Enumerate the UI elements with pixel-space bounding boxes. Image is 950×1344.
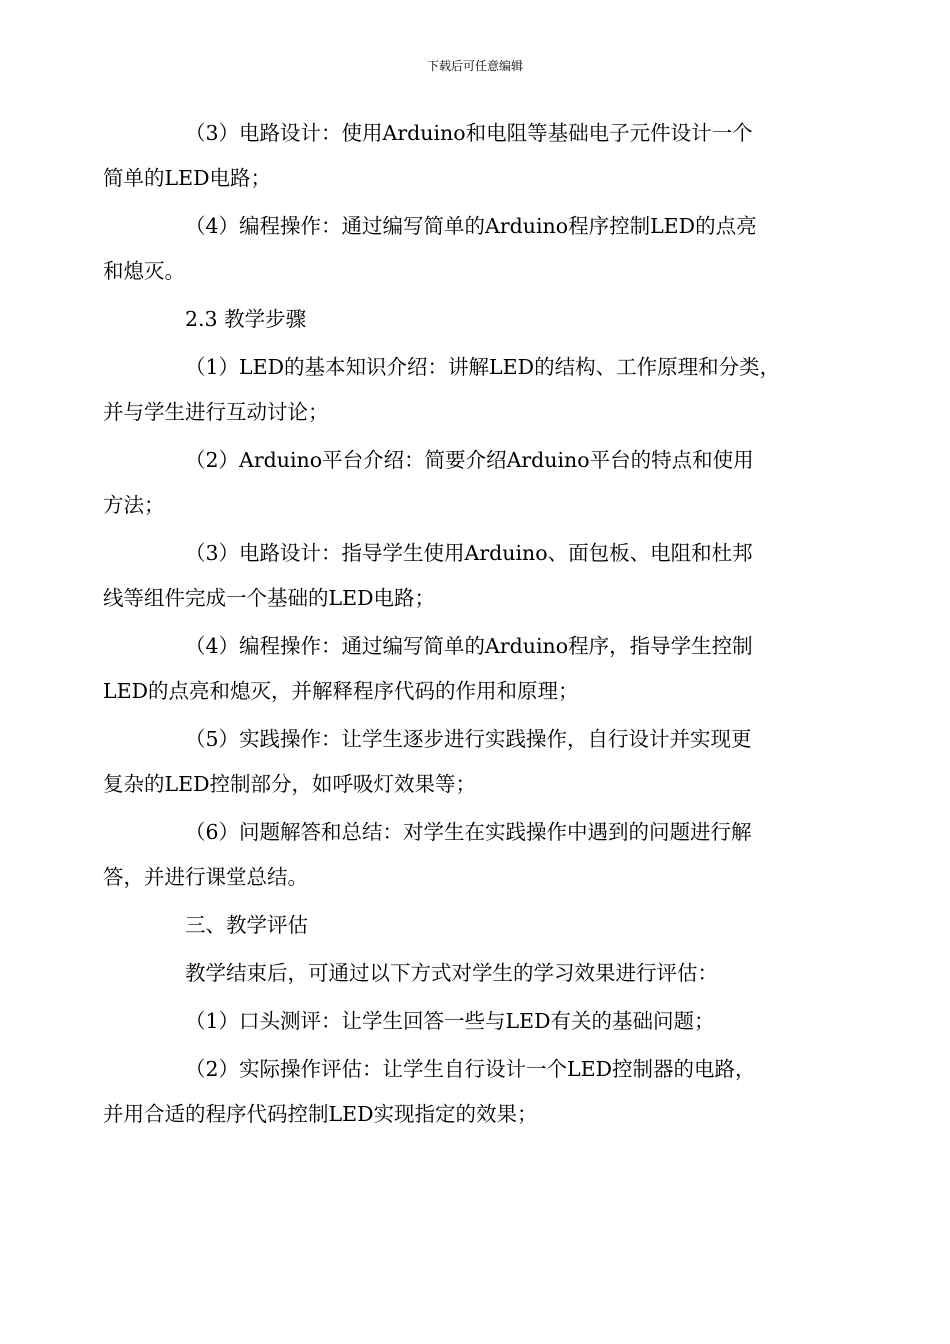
paragraph-line: （1）口头测评：让学生回答一些与LED有关的基础问题； [185,1009,715,1033]
paragraph-step-6 [103,810,808,900]
paragraph-line: （2）Arduino平台介绍：简要介绍Arduino平台的特点和使用 [185,448,754,472]
paragraph-line: LED的点亮和熄灭，并解释程序代码的作用和原理； [103,679,579,703]
paragraph-line: （3）电路设计：使用Arduino和电阻等基础电子元件设计一个 [185,121,753,145]
paragraph-step-2 [103,438,808,528]
paragraph-line: （4）编程操作：通过编写简单的Arduino程序，指导学生控制 [185,634,753,658]
paragraph-line: 和熄灭。 [103,259,185,283]
paragraph-step-4 [103,624,808,714]
paragraph-line: 复杂的LED控制部分，如呼吸灯效果等； [103,772,477,796]
paragraph-line: 并用合适的程序代码控制LED实现指定的效果； [103,1102,538,1126]
paragraph-line: （2）实际操作评估：让学生自行设计一个LED控制器的电路， [185,1057,756,1081]
paragraph-line: （3）电路设计：指导学生使用Arduino、面包板、电阻和杜邦 [185,541,753,565]
document-body [103,111,808,1140]
paragraph-step-5 [103,717,808,807]
paragraph-line: 并与学生进行互动讨论； [103,400,329,424]
paragraph-line: （4）编程操作：通过编写简单的Arduino程序控制LED的点亮 [185,214,757,238]
paragraph-line: （5）实践操作：让学生逐步进行实践操作，自行设计并实现更 [185,727,752,751]
paragraph-line: 方法； [103,493,165,517]
paragraph-line: （6）问题解答和总结：对学生在实践操作中遇到的问题进行解 [185,820,752,844]
paragraph-evaluation-oral [144,999,808,1044]
paragraph-line: （1）LED的基本知识介绍：讲解LED的结构、工作原理和分类， [185,355,781,379]
section-heading-teaching-evaluation [144,903,808,948]
paragraph-line: 简单的LED电路； [103,166,272,190]
paragraph-step-1 [103,345,808,435]
heading-line: 三、教学评估 [185,913,308,937]
paragraph-evaluation-practical [103,1047,808,1137]
paragraph-line: 答，并进行课堂总结。 [103,865,308,889]
paragraph-step-3 [103,531,808,621]
paragraph-line: 教学结束后，可通过以下方式对学生的学习效果进行评估： [185,961,718,985]
page-header: 下载后可任意编辑 [426,59,523,73]
heading-line: 2.3 教学步骤 [185,307,307,331]
paragraph-evaluation-intro [144,951,808,996]
paragraph-programming-goal [103,204,808,294]
paragraph-circuit-design-goal [103,111,808,201]
paragraph-line: 线等组件完成一个基础的LED电路； [103,586,436,610]
section-heading-teaching-steps [144,297,808,342]
